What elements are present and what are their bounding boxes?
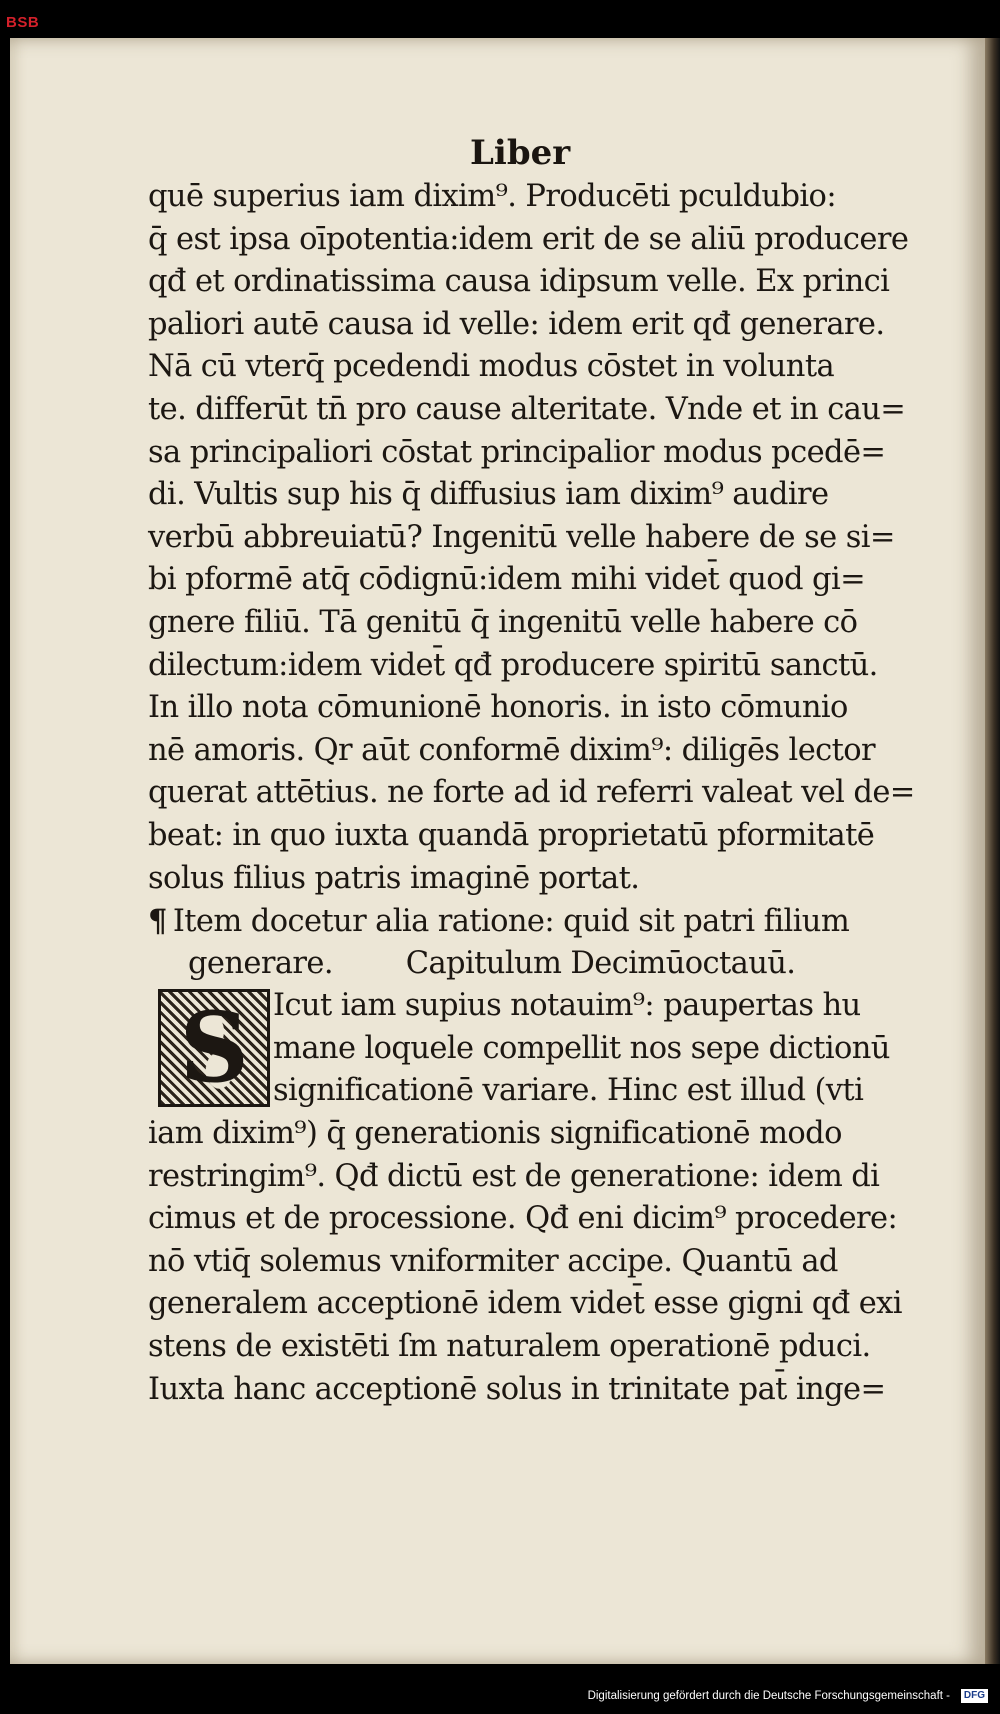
text-block [148,176,928,1411]
text-line: di. Vultis sup his q̄ diffusius iam dixim⁹ audire [148,477,829,513]
text-line: solus filius patris imaginē portat. [148,860,640,896]
initial-paragraph [148,985,928,1113]
chapter-heading [148,900,928,985]
text-line: gnere filiū. Tā genitū q̄ ingenitū velle habere cō [148,604,858,640]
running-head: Liber [470,133,571,173]
book-page [10,38,985,1664]
pilcrow-icon: ¶ [148,903,167,940]
text-line: sa principaliori cōstat principalior modus pcedē= [148,434,886,470]
dfg-logo: DFG [961,1689,988,1703]
paragraph-2 [148,1113,928,1411]
heading-line-2: generare. Capitulum Decimūoctauū. [188,945,796,981]
library-mark: BSB [6,14,40,31]
paragraph-1 [148,176,928,900]
text-line: significationē variare. Hinc est illud (vti [273,1073,864,1109]
text-line: qđ et ordinatissima causa idipsum velle. Ex princi [148,264,890,300]
text-line: iam dixim⁹) q̄ generationis significationē modo [148,1116,842,1152]
text-line: verbū abbreuiatū? Ingenitū velle habere de se si= [148,519,895,555]
text-line: nō vtiq̄ solemus vniformiter accipe. Quantū ad [148,1243,838,1279]
text-line: restringim⁹. Qđ dictū est de generatione: idem di [148,1158,880,1194]
text-line: quē superius iam dixim⁹. Producēti pculdubio: [148,179,836,214]
text-line: stens de existēti ſm naturalem operationē pduci. [148,1329,871,1365]
text-line: Iuxta hanc acceptionē solus in trinitate pat̄ inge= [148,1371,886,1407]
digitization-credit: Digitalisierung gefördert durch die Deutsche Forschungsgemeinschaft - [587,1690,950,1702]
decorated-initial-s [158,989,270,1107]
text-line: generalem acceptionē idem videt̄ esse gigni qđ exi [148,1286,902,1322]
book-edge [985,38,1000,1664]
text-line: Icut iam supius notauim⁹: paupertas hu [273,988,861,1024]
text-line: cimus et de processione. Qđ eni dicim⁹ procedere: [148,1201,898,1237]
text-line: bi pformē atq̄ cōdignū:idem mihi videt̄ quod gi= [148,562,866,598]
initial-letter: S [179,991,249,1105]
text-line: nē amoris. Qr aūt conformē dixim⁹: diligēs lector [148,732,876,768]
text-line: Nā cū vterq̄ pcedendi modus cōstet in volunta [148,349,835,385]
text-line: q̄ est ipsa oīpotentia:idem erit de se aliū producere [148,221,909,257]
heading-text: Item docetur alia ratione: quid sit patri filium [172,904,850,940]
text-line: In illo nota cōmunionē honoris. in isto cōmunio [148,690,848,726]
text-line: te. differūt tn̄ pro cause alteritate. Vnde et in cau= [148,391,906,427]
heading-line-1 [148,900,928,943]
text-line: querat attētius. ne forte ad id referri valeat vel de= [148,775,915,811]
text-line: beat: in quo iuxta quandā proprietatū pformitatē [148,817,875,853]
text-line: paliori autē causa id velle: idem erit qđ generare. [148,306,885,342]
text-line: dilectum:idem videt̄ qđ producere spiritū sanctū. [148,647,878,683]
text-line: mane loquele compellit nos sepe dictionū [273,1030,890,1066]
